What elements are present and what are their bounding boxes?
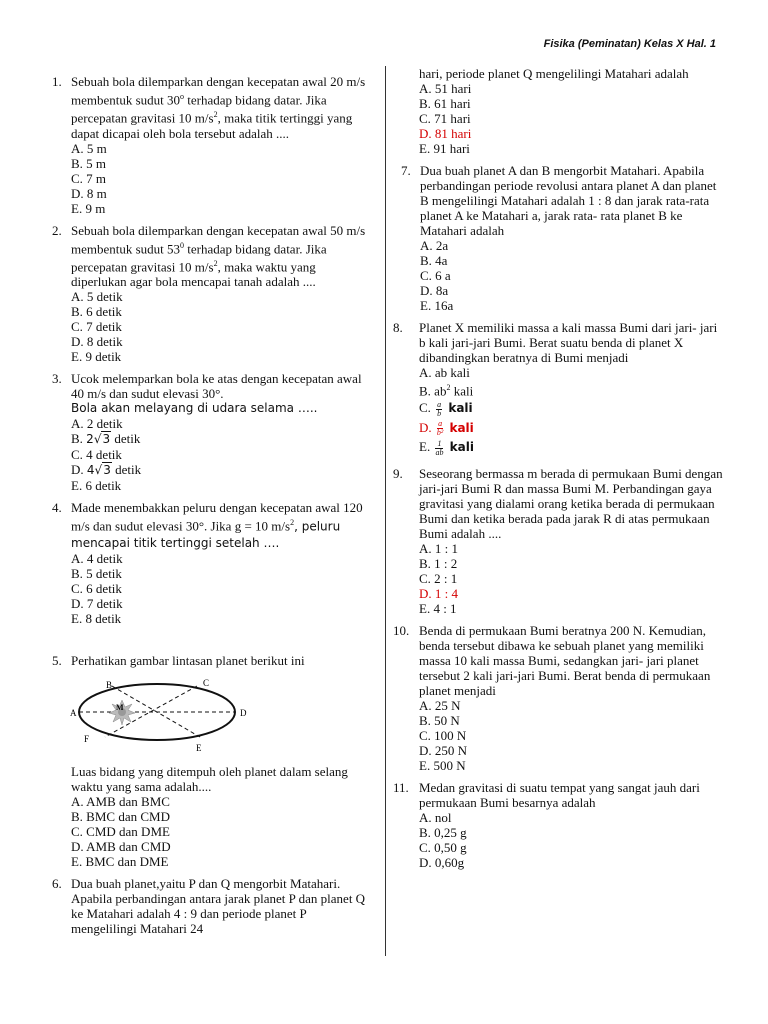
sqrt-expression: √3: [94, 463, 111, 478]
option-list: [419, 810, 723, 870]
column-divider: [385, 66, 386, 956]
option-d-answer: D. 81 hari: [419, 126, 472, 141]
option-d: [71, 462, 372, 478]
option-c: C. 100 N: [419, 727, 467, 743]
option-b: B. 61 hari: [419, 96, 471, 111]
question-9: [393, 466, 723, 616]
question-number: 6.: [52, 875, 62, 891]
spacer: [52, 633, 372, 653]
numerator: a: [437, 399, 442, 409]
question-6: [52, 876, 372, 936]
question-text: Seseorang bermassa m berada di permukaan Bumi dengan jari-jari Bumi R dan massa Bumi M. Perbandingan gaya gravitasi yang dialami orang ketika berada di permukaan Bumi dan ketika berada pada jarak R di atas permukaan Bumi adalah ....: [419, 465, 723, 541]
numerator: a: [438, 419, 443, 429]
question-10: [393, 623, 723, 773]
question-text: hari, periode planet Q mengelilingi Matahari adalah: [419, 66, 689, 81]
option-d: D. 8 m: [71, 185, 107, 201]
option-a: A. 2a: [420, 238, 449, 253]
option-b: B. 5 detik: [71, 565, 122, 581]
question-7: [393, 163, 723, 313]
option-c: C. 4 detik: [71, 447, 122, 463]
question-2: [52, 223, 372, 365]
option-b: B. 4a: [420, 253, 448, 268]
option-text: B. ab: [419, 383, 447, 399]
orbit-diagram: [62, 674, 252, 756]
option-a: A. 5 detik: [71, 289, 123, 305]
page-header: Fisika (Peminatan) Kelas X Hal. 1: [543, 38, 716, 50]
question-text: Bola akan melayang di udara selama …..: [71, 401, 318, 416]
question-text: , peluru mencapai titik tertinggi setelah ….: [71, 519, 341, 550]
exponent: 2: [213, 110, 218, 120]
option-a: A. AMB dan BMC: [71, 793, 170, 809]
option-d-answer: [419, 420, 723, 438]
option-a: A. nol: [419, 809, 452, 825]
question-text: Medan gravitasi di suatu tempat yang sangat jauh dari permukaan Bumi besarnya adalah: [419, 779, 700, 810]
option-b: B. 0,25 g: [419, 824, 467, 840]
label-c: C: [203, 677, 210, 688]
option-e: E. 6 detik: [71, 478, 122, 494]
question-1: [52, 74, 372, 216]
numerator: 1: [437, 438, 442, 448]
option-b: B. BMC dan CMD: [71, 808, 170, 824]
question-number: 10.: [393, 622, 410, 638]
question-text: Made menembakkan peluru dengan kecepatan awal 120 m/s dan sudut elevasi 30°. Jika g = 10 m/s: [71, 500, 363, 534]
option-text: kali: [445, 420, 474, 435]
question-11: [393, 780, 723, 870]
option-e: E. 91 hari: [419, 141, 470, 156]
option-a: A. ab kali: [419, 365, 470, 380]
option-letter: D.: [71, 462, 87, 478]
option-list: [71, 551, 372, 626]
unit: detik: [111, 462, 142, 478]
question-number: 3.: [52, 371, 62, 387]
option-list: [419, 81, 723, 156]
option-d: D. 0,60g: [419, 854, 465, 870]
option-list: [419, 698, 723, 773]
degree-mark: o: [180, 92, 185, 101]
option-a: A. 1 : 1: [419, 540, 458, 556]
option-c: C. 6 detik: [71, 580, 122, 596]
option-c: C. 0,50 g: [419, 839, 467, 855]
option-letter: E.: [419, 439, 434, 455]
option-d-answer: D. 1 : 4: [419, 585, 458, 601]
denominator: ab: [435, 447, 444, 457]
label-b: B: [106, 679, 113, 690]
option-c: C. 6 a: [420, 268, 451, 283]
sqrt-expression: √3: [93, 432, 111, 447]
fraction: [436, 401, 442, 418]
option-c: C. CMD dan DME: [71, 823, 170, 839]
option-e: E. 9 m: [71, 200, 106, 216]
question-number: 1.: [52, 74, 62, 89]
option-d: D. 7 detik: [71, 595, 123, 611]
option-a: A. 25 N: [419, 697, 461, 713]
option-text: kali: [444, 401, 473, 416]
question-text: Perhatikan gambar lintasan planet berikut ini: [71, 652, 305, 668]
option-b: B. 50 N: [419, 712, 460, 728]
unit: detik: [111, 431, 141, 447]
question-number: 5.: [52, 652, 62, 668]
option-e: E. 16a: [420, 298, 454, 313]
option-list: [420, 238, 723, 313]
exponent: 2: [290, 518, 295, 528]
option-list: [71, 141, 372, 216]
option-letter: D.: [419, 419, 435, 435]
coefficient: 2: [86, 432, 94, 447]
right-column: [393, 66, 723, 877]
option-b: B. 1 : 2: [419, 555, 458, 571]
fraction: [435, 440, 443, 457]
question-number: 11.: [393, 779, 409, 795]
coefficient: 4: [86, 463, 95, 478]
question-number: 8.: [393, 320, 403, 335]
option-d: D. 8a: [420, 283, 449, 298]
option-list: [419, 365, 723, 457]
degree-mark: 0: [180, 240, 185, 250]
exponent: 2: [213, 258, 218, 268]
question-6-continued: [393, 66, 723, 156]
option-e: E. 8 detik: [71, 610, 122, 626]
option-c: C. 2 : 1: [419, 570, 458, 586]
option-a: A. 5 m: [71, 140, 107, 156]
option-list: [71, 794, 372, 869]
question-3: [52, 371, 372, 493]
option-c: C. 7 detik: [71, 319, 122, 335]
question-text: , maka titik tertinggi yang dapat dicapai oleh bola tersebut adalah ....: [71, 110, 353, 141]
label-d: D: [240, 707, 247, 718]
option-e: [419, 439, 723, 457]
question-text: terhadap bidang datar. Jika percepatan gravitasi 10 m/s: [71, 92, 327, 126]
option-a: A. 51 hari: [419, 81, 472, 96]
option-d: D. AMB dan CMD: [71, 838, 171, 854]
question-number: 7.: [401, 163, 411, 178]
question-number: 4.: [52, 500, 62, 516]
option-e: E. 500 N: [419, 757, 466, 773]
fraction: [437, 420, 443, 437]
option-list: [419, 541, 723, 616]
question-text: , maka waktu yang diperlukan agar bola mencapai tanah adalah ....: [71, 259, 316, 290]
label-e: E: [196, 742, 202, 753]
question-8: [393, 320, 723, 459]
question-text: Benda di permukaan Bumi beratnya 200 N. Kemudian, benda tersebut dibawa ke sebuah planet yang memiliki massa 10 kali massa Bumi, sedangkan jari- jari planet tersebut 2 kali jari-jari Bumi. Berat benda di permukaan planet menjadi: [419, 622, 711, 698]
question-text: Dua buah planet,yaitu P dan Q mengorbit Matahari. Apabila perbandingan antara jarak planet P dan planet Q ke Matahari adalah 4 : 9 dan periode planet P mengelilingi Matahari 24: [71, 875, 366, 936]
option-c: C. 7 m: [71, 170, 107, 186]
radicand: 3: [102, 432, 111, 447]
option-a: A. 4 detik: [71, 550, 123, 566]
option-b: [71, 431, 372, 447]
question-text: Planet X memiliki massa a kali massa Bumi dari jari- jari b kali jari-jari Bumi. Berat suatu benda di planet X dibandingkan beratnya di Bumi menjadi: [419, 320, 718, 365]
question-text: Sebuah bola dilemparkan dengan kecepatan awal 50 m/s membentuk sudut 53: [71, 222, 366, 256]
option-b: B. 6 detik: [71, 304, 122, 320]
question-5: [52, 653, 372, 869]
left-column: [52, 74, 372, 943]
question-text: Luas bidang yang ditempuh oleh planet dalam selang waktu yang sama adalah....: [71, 763, 348, 794]
option-d: D. 8 detik: [71, 334, 123, 350]
question-text: Ucok melemparkan bola ke atas dengan kecepatan awal 40 m/s dan sudut elevasi 30°.: [71, 371, 362, 402]
question-text: terhadap bidang datar. Jika percepatan gravitasi 10 m/s: [71, 240, 327, 275]
option-b: [419, 380, 723, 398]
question-number: 9.: [393, 465, 403, 481]
option-d: D. 250 N: [419, 742, 468, 758]
option-list: [71, 416, 372, 493]
question-text: Sebuah bola dilemparkan dengan kecepatan awal 20 m/s membentuk sudut 30: [71, 74, 366, 108]
label-m: M: [116, 702, 124, 712]
option-a: A. 2 detik: [71, 416, 123, 432]
label-a: A: [70, 707, 77, 718]
option-e: E. 4 : 1: [419, 600, 457, 616]
option-e: E. BMC dan DME: [71, 853, 169, 869]
denominator: b²: [436, 428, 444, 438]
option-b: B. 5 m: [71, 155, 107, 171]
option-e: E. 9 detik: [71, 349, 122, 365]
exponent: 2: [446, 383, 451, 392]
radicand: 3: [103, 463, 111, 478]
question-number: 2.: [52, 222, 62, 238]
question-text: Dua buah planet A dan B mengorbit Matahari. Apabila perbandingan periode revolusi antara planet A dan planet B mengelilingi Matahari adalah 1 : 8 dan jarak rata-rata planet A ke Matahari a, jarak rata- rata planet B ke Matahari adalah: [420, 163, 717, 238]
option-letter: B.: [71, 431, 87, 447]
option-c: C. 71 hari: [419, 111, 471, 126]
option-list: [71, 289, 372, 364]
option-c: [419, 400, 723, 418]
option-letter: C.: [419, 400, 435, 416]
question-4: [52, 500, 372, 625]
option-text: kali: [445, 440, 474, 455]
label-f: F: [84, 733, 90, 744]
denominator: b: [437, 408, 442, 418]
option-text: kali: [450, 383, 474, 399]
